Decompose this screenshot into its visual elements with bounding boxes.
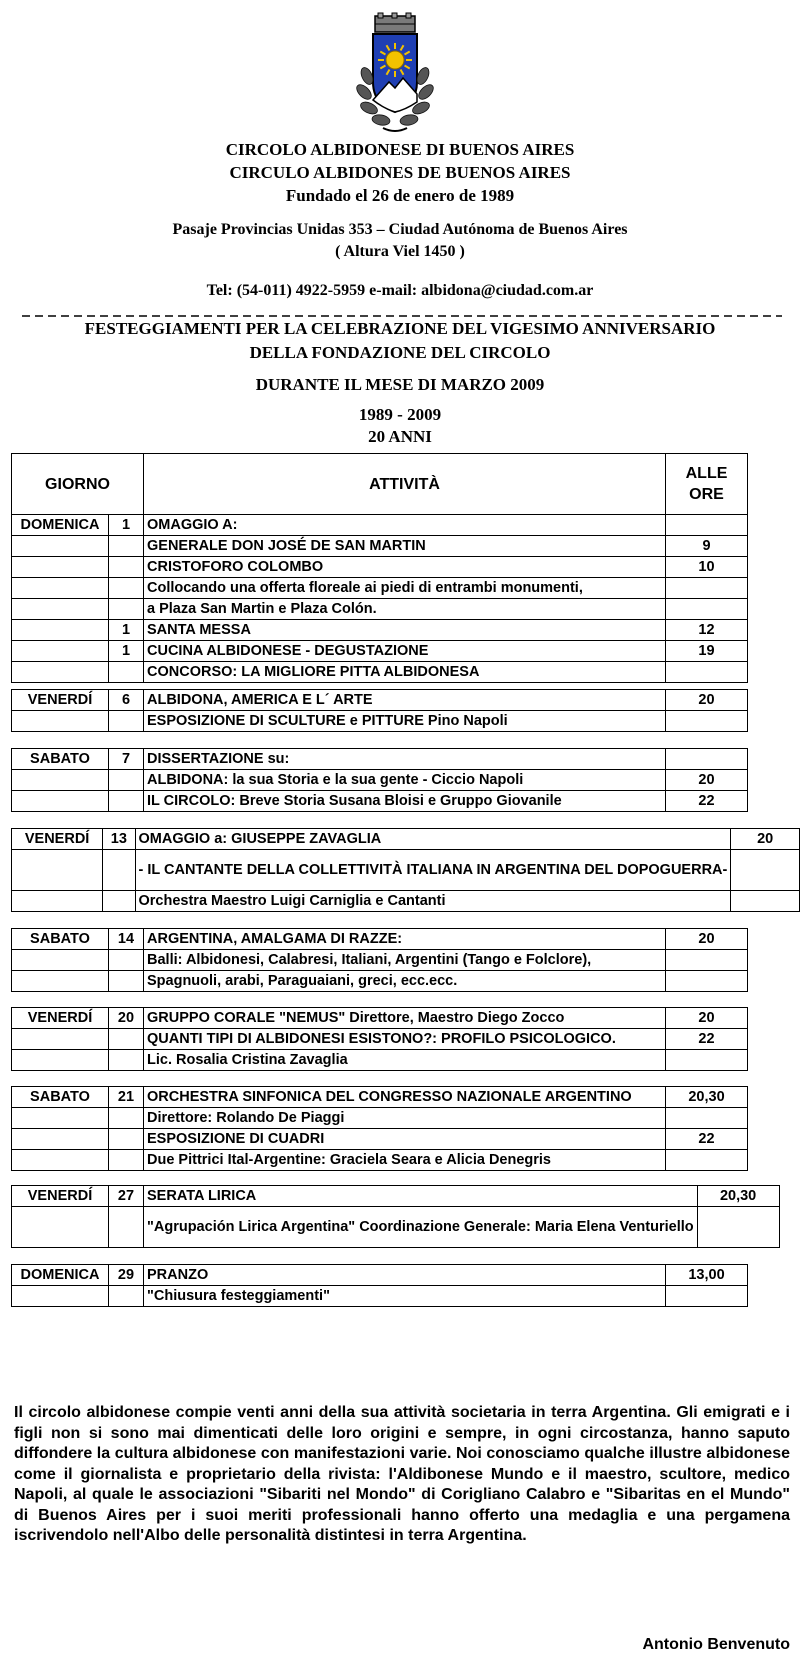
time-cell <box>666 1108 748 1129</box>
time-cell <box>666 1150 748 1171</box>
date-cell: 14 <box>109 929 144 950</box>
closing-paragraph: Il circolo albidonese compie venti anni della sua attività societaria in terra Argentina. Gli emigrati e i figli non si sono mai dimenticati delle loro origini e sempre, in ogni circostanza, hanno saputo diffondere la cultura albidonese con manifestazioni varie. Noi conosciamo qualche illustre albidonese come il giornalista e proprietario della rivista: l'Aldibonese Mundo e il maestro, scultore, medico Napoli, al quale le associazioni "Sibariti nel Mondo" di Corigliano Calabro e "Sibaritas en el Mundo" di Buenos Aires per i suoi meriti professionali hanno offerto una medaglia e una pergamena iscrivendolo nell'Albo delle personalità distintesi in terra Argentina. <box>14 1404 790 1544</box>
time-cell: 20 <box>666 929 748 950</box>
activity-cell: DISSERTAZIONE su: <box>144 749 666 770</box>
schedule-table <box>11 689 748 732</box>
day-cell <box>12 770 109 791</box>
activity-cell: Orchestra Maestro Luigi Carniglia e Cantanti <box>135 891 731 912</box>
event-subtitle: DURANTE IL MESE DI MARZO 2009 <box>255 375 545 394</box>
day-cell: VENERDÍ <box>12 1186 109 1207</box>
event-title-line1: FESTEGGIAMENTI PER LA CELEBRAZIONE DEL VIGESIMO ANNIVERSARIO <box>84 319 716 338</box>
header-giorno: GIORNO <box>12 454 144 515</box>
table-header-row <box>12 454 748 515</box>
day-cell <box>12 791 109 812</box>
table-row <box>12 1029 748 1050</box>
time-cell <box>666 950 748 971</box>
date-cell: 27 <box>109 1186 144 1207</box>
time-cell <box>697 1207 779 1248</box>
table-row <box>12 1087 748 1108</box>
activity-cell: Direttore: Rolando De Piaggi <box>144 1108 666 1129</box>
activity-cell: CONCORSO: LA MIGLIORE PITTA ALBIDONESA <box>144 662 666 683</box>
activity-cell: OMAGGIO a: GIUSEPPE ZAVAGLIA <box>135 829 731 850</box>
activity-cell: PRANZO <box>144 1265 666 1286</box>
day-cell: SABATO <box>12 1087 109 1108</box>
table-row <box>12 1265 748 1286</box>
date-cell <box>109 1207 144 1248</box>
activity-cell: SERATA LIRICA <box>144 1186 698 1207</box>
date-cell <box>109 1050 144 1071</box>
activity-cell: CRISTOFORO COLOMBO <box>144 557 666 578</box>
club-name-spanish: CIRCULO ALBIDONES DE BUENOS AIRES <box>229 163 571 182</box>
activity-cell: Due Pittrici Ital-Argentine: Graciela Seara e Alicia Denegris <box>144 1150 666 1171</box>
schedule-table <box>11 928 748 992</box>
date-cell <box>109 1129 144 1150</box>
day-cell <box>12 1108 109 1129</box>
day-cell <box>12 950 109 971</box>
activity-cell: ESPOSIZIONE DI SCULTURE e PITTURE Pino Napoli <box>144 711 666 732</box>
date-cell <box>109 1150 144 1171</box>
date-cell <box>109 1029 144 1050</box>
day-cell <box>12 641 109 662</box>
time-cell <box>666 1286 748 1307</box>
time-cell <box>666 711 748 732</box>
table-row <box>12 578 748 599</box>
date-cell <box>109 770 144 791</box>
day-cell: SABATO <box>12 749 109 770</box>
day-cell: DOMENICA <box>12 515 109 536</box>
activity-cell: "Chiusura festeggiamenti" <box>144 1286 666 1307</box>
address-altura: ( Altura Viel 1450 ) <box>335 243 465 260</box>
time-cell: 22 <box>666 791 748 812</box>
time-cell: 20,30 <box>666 1087 748 1108</box>
header-attivita: ATTIVITÀ <box>144 454 666 515</box>
time-cell: 20 <box>666 690 748 711</box>
table-row <box>12 641 748 662</box>
anni-label: 20 ANNI <box>368 427 432 446</box>
event-title-line2: DELLA FONDAZIONE DEL CIRCOLO <box>249 343 551 362</box>
schedule-table <box>11 828 800 912</box>
day-cell <box>12 536 109 557</box>
table-row <box>12 1150 748 1171</box>
activity-cell: - IL CANTANTE DELLA COLLETTIVITÀ ITALIANA IN ARGENTINA DEL DOPOGUERRA- <box>135 850 731 891</box>
table-row <box>12 971 748 992</box>
activity-cell: Balli: Albidonesi, Calabresi, Italiani, Argentini (Tango e Folclore), <box>144 950 666 971</box>
day-cell <box>12 1286 109 1307</box>
table-row <box>12 620 748 641</box>
schedule-table <box>11 453 748 683</box>
time-cell <box>666 515 748 536</box>
time-cell <box>731 891 800 912</box>
day-cell <box>12 578 109 599</box>
time-cell: 10 <box>666 557 748 578</box>
date-cell <box>109 536 144 557</box>
contact-line: Tel: (54-011) 4922-5959 e-mail: albidona@ciudad.com.ar <box>206 282 594 299</box>
time-cell <box>731 850 800 891</box>
time-cell: 20 <box>731 829 800 850</box>
club-name-italian: CIRCOLO ALBIDONESE DI BUENOS AIRES <box>225 140 575 159</box>
table-row <box>12 711 748 732</box>
table-row <box>12 791 748 812</box>
activity-cell: ALBIDONA, AMERICA E L´ ARTE <box>144 690 666 711</box>
date-cell: 13 <box>103 829 135 850</box>
time-cell <box>666 578 748 599</box>
time-cell <box>666 1050 748 1071</box>
header-alle-ore: ALLE ORE <box>666 454 748 515</box>
time-cell: 20,30 <box>697 1186 779 1207</box>
activity-cell: IL CIRCOLO: Breve Storia Susana Bloisi e Gruppo Giovanile <box>144 791 666 812</box>
date-cell <box>109 950 144 971</box>
date-cell <box>103 850 135 891</box>
table-row <box>12 1186 780 1207</box>
day-cell <box>12 1050 109 1071</box>
activity-cell: QUANTI TIPI DI ALBIDONESI ESISTONO?: PROFILO PSICOLOGICO. <box>144 1029 666 1050</box>
time-cell <box>666 662 748 683</box>
table-row <box>12 950 748 971</box>
activity-cell: "Agrupación Lirica Argentina" Coordinazione Generale: Maria Elena Venturiello <box>144 1207 698 1248</box>
table-row <box>12 891 800 912</box>
crest-icon <box>345 12 445 140</box>
date-cell: 29 <box>109 1265 144 1286</box>
day-cell <box>12 620 109 641</box>
schedule-table <box>11 1007 748 1071</box>
time-cell: 20 <box>666 1008 748 1029</box>
table-row <box>12 850 800 891</box>
day-cell <box>12 662 109 683</box>
date-cell: 21 <box>109 1087 144 1108</box>
activity-cell: ORCHESTRA SINFONICA DEL CONGRESSO NAZIONALE ARGENTINO <box>144 1087 666 1108</box>
day-cell: VENERDÍ <box>12 690 109 711</box>
table-row <box>12 1286 748 1307</box>
date-cell: 7 <box>109 749 144 770</box>
day-cell: SABATO <box>12 929 109 950</box>
day-cell <box>12 971 109 992</box>
activity-cell: Collocando una offerta floreale ai piedi di entrambi monumenti, <box>144 578 666 599</box>
date-cell <box>109 971 144 992</box>
day-cell <box>12 711 109 732</box>
table-row <box>12 929 748 950</box>
activity-cell: CUCINA ALBIDONESE - DEGUSTAZIONE <box>144 641 666 662</box>
date-cell: 1 <box>109 515 144 536</box>
time-cell <box>666 749 748 770</box>
table-row <box>12 662 748 683</box>
schedule-table <box>11 1264 748 1307</box>
day-cell <box>12 1029 109 1050</box>
activity-cell: GRUPPO CORALE "NEMUS" Direttore, Maestro Diego Zocco <box>144 1008 666 1029</box>
date-cell <box>109 1108 144 1129</box>
time-cell: 19 <box>666 641 748 662</box>
date-cell <box>109 1286 144 1307</box>
table-row <box>12 829 800 850</box>
time-cell: 9 <box>666 536 748 557</box>
day-cell <box>12 599 109 620</box>
table-row <box>12 1207 780 1248</box>
date-cell <box>109 578 144 599</box>
date-cell: 20 <box>109 1008 144 1029</box>
date-cell <box>109 599 144 620</box>
table-row <box>12 749 748 770</box>
schedule-table <box>11 748 748 812</box>
day-cell <box>12 1207 109 1248</box>
time-cell: 22 <box>666 1029 748 1050</box>
signature: Antonio Benvenuto <box>642 1636 790 1653</box>
date-cell <box>109 557 144 578</box>
date-cell <box>103 891 135 912</box>
table-row <box>12 1129 748 1150</box>
activity-cell: SANTA MESSA <box>144 620 666 641</box>
table-row <box>12 770 748 791</box>
table-row <box>12 1108 748 1129</box>
date-cell: 1 <box>109 641 144 662</box>
schedule-table <box>11 1185 780 1248</box>
activity-cell: ARGENTINA, AMALGAMA DI RAZZE: <box>144 929 666 950</box>
day-cell <box>12 850 103 891</box>
table-row <box>12 536 748 557</box>
table-row <box>12 1050 748 1071</box>
date-cell <box>109 711 144 732</box>
date-cell: 6 <box>109 690 144 711</box>
day-cell <box>12 1150 109 1171</box>
activity-cell: a Plaza San Martin e Plaza Colón. <box>144 599 666 620</box>
day-cell: VENERDÍ <box>12 829 103 850</box>
time-cell: 20 <box>666 770 748 791</box>
activity-cell: GENERALE DON JOSÉ DE SAN MARTIN <box>144 536 666 557</box>
time-cell: 22 <box>666 1129 748 1150</box>
activity-cell: ESPOSIZIONE DI CUADRI <box>144 1129 666 1150</box>
table-row <box>12 599 748 620</box>
founded-date: Fundado el 26 de enero de 1989 <box>285 186 515 205</box>
years-range: 1989 - 2009 <box>358 405 442 424</box>
table-row <box>12 690 748 711</box>
time-cell <box>666 599 748 620</box>
time-cell: 13,00 <box>666 1265 748 1286</box>
time-cell <box>666 971 748 992</box>
day-cell <box>12 1129 109 1150</box>
time-cell: 12 <box>666 620 748 641</box>
day-cell: DOMENICA <box>12 1265 109 1286</box>
day-cell: VENERDÍ <box>12 1008 109 1029</box>
date-cell <box>109 662 144 683</box>
day-cell <box>12 557 109 578</box>
activity-cell: OMAGGIO A: <box>144 515 666 536</box>
activity-cell: Spagnuoli, arabi, Paraguaiani, greci, ecc.ecc. <box>144 971 666 992</box>
activity-cell: ALBIDONA: la sua Storia e la sua gente - Ciccio Napoli <box>144 770 666 791</box>
table-row <box>12 1008 748 1029</box>
address: Pasaje Provincias Unidas 353 – Ciudad Autónoma de Buenos Aires <box>172 221 628 238</box>
day-cell <box>12 891 103 912</box>
table-row <box>12 557 748 578</box>
table-row <box>12 515 748 536</box>
activity-cell: Lic. Rosalia Cristina Zavaglia <box>144 1050 666 1071</box>
date-cell <box>109 791 144 812</box>
date-cell: 1 <box>109 620 144 641</box>
schedule-table <box>11 1086 748 1171</box>
